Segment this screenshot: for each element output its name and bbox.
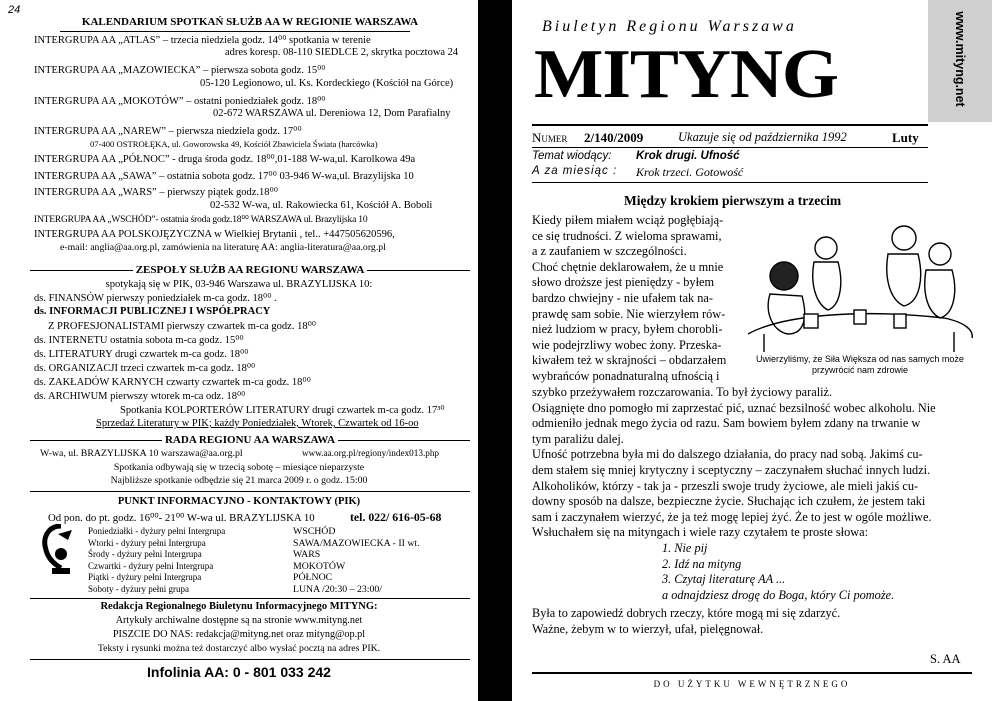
text-line: a z zaufaniem w szczególności. — [532, 244, 687, 259]
services-intro: spotykają się w PIK, 03-946 Warszawa ul. BRAZYLIJSKA 10: — [105, 279, 373, 290]
text-line: Była to zapowiedź dobrych rzeczy, które mogą mi się zdarzyć. — [532, 606, 841, 620]
text-line: słowo droższe jest pieniędzy - byłem — [532, 275, 715, 290]
text-line: wie podejrzliwy wobec żony. Przeska- — [532, 337, 722, 352]
text-line: Ważne, żebym w to wierzył, ufał, pielęgnował. — [532, 621, 764, 636]
list-item: a odnajdziesz drogę do Boga, który Ci pomoże. — [662, 587, 895, 602]
group-1-line2: adres koresp. 08-110 SIEDLCE 2, skrytka pocztowa 24 — [225, 47, 459, 58]
text-line: Wsłuchałem się na mityngach i wiele razy czytałem te proste słowa: — [532, 525, 868, 540]
schedule-group: WSCHÓD — [293, 526, 336, 537]
issue-since: Ukazuje się od października 1992 — [678, 130, 847, 144]
group-7-line1: INTERGRUPA AA „WARS” – pierwszy piątek godz.18⁰⁰ — [34, 187, 278, 198]
next-month-value: Krok trzeci. Gotowość — [636, 165, 744, 179]
group-4-line2: 07-400 OSTROŁĘKA, ul. Goworowska 49, Kościół Zbawiciela Świata (harcówka) — [90, 139, 378, 149]
service-finanse: ds. FINANSÓW pierwszy poniedziałek m-ca godz. 18⁰⁰ . — [34, 293, 277, 304]
issue-number: 2/140/2009 — [584, 130, 644, 145]
text-line: Choć chętnie deklarowałem, że u mnie — [532, 259, 724, 274]
text-line: wybrańców ponadnaturalną ufnością i — [532, 368, 720, 383]
meeting-illustration — [744, 214, 976, 354]
rada-address: W-wa, ul. BRAZYLIJSKA 10 warszawa@aa.org.pl — [40, 448, 243, 459]
text-line: bardzo chwiejny - nie ufałem tak na- — [532, 290, 713, 305]
group-3-line2: 02-672 WARSZAWA ul. Dereniowa 12, Dom Parafialny — [213, 108, 451, 119]
group-2-line2: 05-120 Legionowo, ul. Ks. Kordeckiego (Kościół na Górce) — [200, 78, 454, 89]
calendar-title: KALENDARIUM SPOTKAŃ SŁUŻB AA W REGIONIE WARSZAWA — [81, 16, 419, 28]
service-archiwum: ds. ARCHIWUM pierwszy wtorek m-ca odz. 18⁰⁰ — [34, 391, 246, 402]
list-item: 1. Nie pij — [662, 541, 708, 555]
title-underline — [60, 31, 410, 32]
page-spine — [478, 0, 512, 701]
schedule-day: Poniedziałki - dyżury pełni Intergrupa — [88, 526, 226, 536]
article-narrow-text — [532, 213, 726, 385]
theme-label: Temat wiodący: — [532, 150, 612, 162]
divider — [30, 598, 470, 599]
schedule-day: Czwartki - dyżury pełni Intergrupa — [88, 560, 214, 571]
article-title: Między krokiem pierwszym a trzecim — [624, 193, 842, 208]
side-url[interactable]: www.mityng.net — [953, 11, 967, 107]
infolinia: Infolinia AA: 0 - 801 033 242 — [147, 664, 331, 680]
right-page — [512, 0, 992, 701]
article-closing — [532, 606, 840, 637]
group-4-line1: INTERGRUPA AA „NAREW” – pierwsza niedziela godz. 17⁰⁰ — [34, 126, 302, 137]
services-title: ZESPOŁY SŁUŻB AA REGIONU WARSZAWA — [30, 264, 470, 276]
text-line: tym paraliżu dalej. — [532, 431, 624, 446]
group-6-line1: INTERGRUPA AA „SAWA” – ostatnia sobota godz. 17⁰⁰ 03-946 W-wa,ul. Brazylijska 10 — [34, 171, 414, 182]
schedule-group: PÓŁNOC — [293, 572, 333, 583]
pik-hours: Od pon. do pt. godz. 16⁰⁰- 21⁰⁰ W-wa ul. BRAZYLIJSKA 10 — [48, 512, 315, 524]
group-7-line2: 02-532 W-wa, ul. Rakowiecka 61, Kościół A. Boboli — [210, 200, 433, 211]
issue-label: Numer — [532, 130, 568, 145]
schedule-group: WARS — [293, 549, 321, 560]
page-number: 24 — [8, 4, 21, 16]
service-organizacja: ds. ORGANIZACJI trzeci czwartek m-ca godz. 18⁰⁰ — [34, 363, 256, 374]
pik-phone: tel. 022/ 616-05-68 — [350, 510, 442, 524]
schedule-group: SAWA/MAZOWIECKA - II wt. — [293, 537, 420, 549]
schedule-day: Wtorki - dyżury pełni Intergrupa — [88, 537, 206, 548]
left-page — [0, 0, 478, 701]
text-line: dem stałem się mniej krytyczny i sceptyczny – zaczynałem słuchać innych ludzi. — [532, 462, 931, 477]
text-line: Alkoholików, którzy - tak ja - przeszli swoje trudy życiowe, ale mieli jakiś cu- — [532, 478, 919, 493]
text-line: ce się trudności. Z wieloma sprawami, — [532, 228, 722, 243]
next-month-label: A za miesiąc : — [532, 165, 618, 177]
schedule-day: Soboty - dyżury pełni grupa — [88, 583, 189, 594]
contact-line: PISZCIE DO NAS: redakcja@mityng.net oraz mityng@op.pl — [112, 629, 366, 640]
group-5-line1: INTERGRUPA AA „PÓŁNOC” - druga środa godz. 18⁰⁰,01-188 W-wa,ul. Karolkowa 49a — [34, 154, 416, 165]
submission-line: Teksty i rysunki można też dostarczyć albo wysłać pocztą na adres PIK. — [97, 643, 381, 654]
pik-title: PUNKT INFORMACYJNO - KONTAKTOWY (PIK) — [117, 496, 361, 507]
service-informacja: ds. INFORMACJI PUBLICZNEJ I WSPÓŁPRACY — [34, 306, 271, 317]
schedule-day: Piątki - dyżury pełni Intergrupa — [88, 572, 202, 582]
service-literatura: ds. LITERATURY drugi czwartek m-ca godz. 18⁰⁰ — [34, 349, 249, 360]
divider — [30, 659, 470, 660]
theme-value: Krok drugi. Ufność — [636, 150, 740, 162]
aa-logo-icon — [38, 524, 84, 576]
rada-next-meeting: Najbliższe spotkanie odbędzie się 21 marca 2009 r. o godz. 15:00 — [110, 475, 368, 486]
rule — [532, 124, 928, 126]
rule — [532, 147, 928, 148]
rada-url[interactable]: www.aa.org.pl/regiony/index013.php — [302, 448, 440, 458]
steps-list — [662, 541, 894, 603]
kolporter-line: Spotkania KOLPORTERÓW LITERATURY drugi czwartek m-ca godz. 17³⁰ — [120, 405, 445, 416]
rule — [532, 182, 928, 183]
schedule-group: LUNA /20:30 – 23:00/ — [293, 583, 382, 595]
group-9-line1: INTERGRUPA AA POLSKOJĘZYCZNA w Wielkiej Brytanii , tel.. +447505620596, — [34, 229, 395, 240]
service-internet: ds. INTERNETU ostatnia sobota m-ca godz. 15⁰⁰ — [34, 335, 244, 346]
schedule-day: Środy - dyżury pełni Intergrupa — [88, 549, 202, 559]
footer-note: DO UŻYTKU WEWNĘTRZNEGO — [653, 679, 851, 689]
service-profesjonalisci: Z PROFESJONALISTAMI pierwszy czwartek m-ca godz. 18⁰⁰ — [48, 321, 316, 332]
schedule-group: MOKOTÓW — [293, 560, 346, 572]
signature: S. AA — [930, 652, 961, 666]
group-1-line1: INTERGRUPA AA „ATLAS” – trzecia niedziela godz. 14⁰⁰ spotkania w terenie — [34, 35, 371, 46]
text-line: downy sposób na dalsze, bezpieczne życie. Słuchając ich czułem, że jestem taki — [532, 494, 926, 509]
text-line: odmieniło jednak mego życia od razu. Sam bowiem byłem zdany na trwanie w — [532, 416, 921, 431]
text-line: Ufność potrzebna była mi do dalszego działania, do pracy nad sobą. Jakimś cu- — [532, 447, 923, 462]
text-line: Kiedy piłem miałem wciąż pogłębiają- — [532, 213, 724, 227]
bulletin-subtitle: Biuletyn Regionu Warszawa — [542, 18, 797, 35]
rule — [532, 672, 972, 674]
service-zaklady-karne: ds. ZAKŁADÓW KARNYCH czwarty czwartek m-ca godz. 18⁰⁰ — [34, 377, 311, 388]
group-8-line1: INTERGRUPA AA „WSCHÓD”- ostatnia środa godz.18⁰⁰ WARSZAWA ul. Brazylijska 10 — [34, 215, 368, 225]
list-item: 3. Czytaj literaturę AA ... — [662, 572, 786, 587]
illustration-caption: Uwierzyliśmy, że Siła Większa od nas samych może przywrócić nam zdrowie — [756, 354, 964, 375]
redakcja-title: Redakcja Regionalnego Biuletynu Informacyjnego MITYNG: — [100, 601, 378, 612]
rada-title: RADA REGIONU AA WARSZAWA — [30, 434, 470, 446]
duty-schedule — [88, 526, 420, 595]
group-9-line2: e-mail: anglia@aa.org.pl, zamówienia na literaturę AA: anglia-literatura@aa.org.pl — [60, 242, 386, 253]
group-2-line1: INTERGRUPA AA „MAZOWIECKA” – pierwsza sobota godz. 15⁰⁰ — [34, 65, 326, 76]
masthead: MITYNG — [534, 36, 839, 113]
sprzedaz-line: Sprzedaż Literatury w PIK; każdy Poniedziałek, Wtorek, Czwartek od 16-oo — [96, 418, 419, 429]
text-line: sam i zaczynałem wierzyć, że ja też mogę lepiej żyć. Że to jest w ogóle możliwe. — [532, 509, 932, 524]
list-item: 2. Idź na mityng — [662, 556, 742, 571]
text-line: Osiągnięte dno pomogło mi zaprzestać pić, uznać bezsilność wobec alkoholu. Nie — [532, 400, 936, 415]
text-line: szybko przeżywałem rozczarowania. To był życiowy paraliż. — [532, 385, 833, 399]
text-line: prawdę sam sobie. Nie wierzyłem rów- — [532, 306, 726, 321]
divider — [30, 491, 470, 492]
issue-month: Luty — [892, 130, 919, 145]
rada-info: Spotkania odbywają się w trzecią sobotę – miesiące nieparzyste — [113, 462, 365, 473]
group-3-line1: INTERGRUPA AA „MOKOTÓW” – ostatni poniedziałek godz. 18⁰⁰ — [34, 96, 326, 107]
article-wide-text — [532, 385, 936, 541]
text-line: nież ludziom w pracy, byłem chorobli- — [532, 322, 723, 337]
archive-line: Artykuły archiwalne dostępne są na stronie www.mityng.net — [115, 615, 363, 626]
text-line: kiwałem też w skrajności – obdarzałem — [532, 353, 727, 368]
